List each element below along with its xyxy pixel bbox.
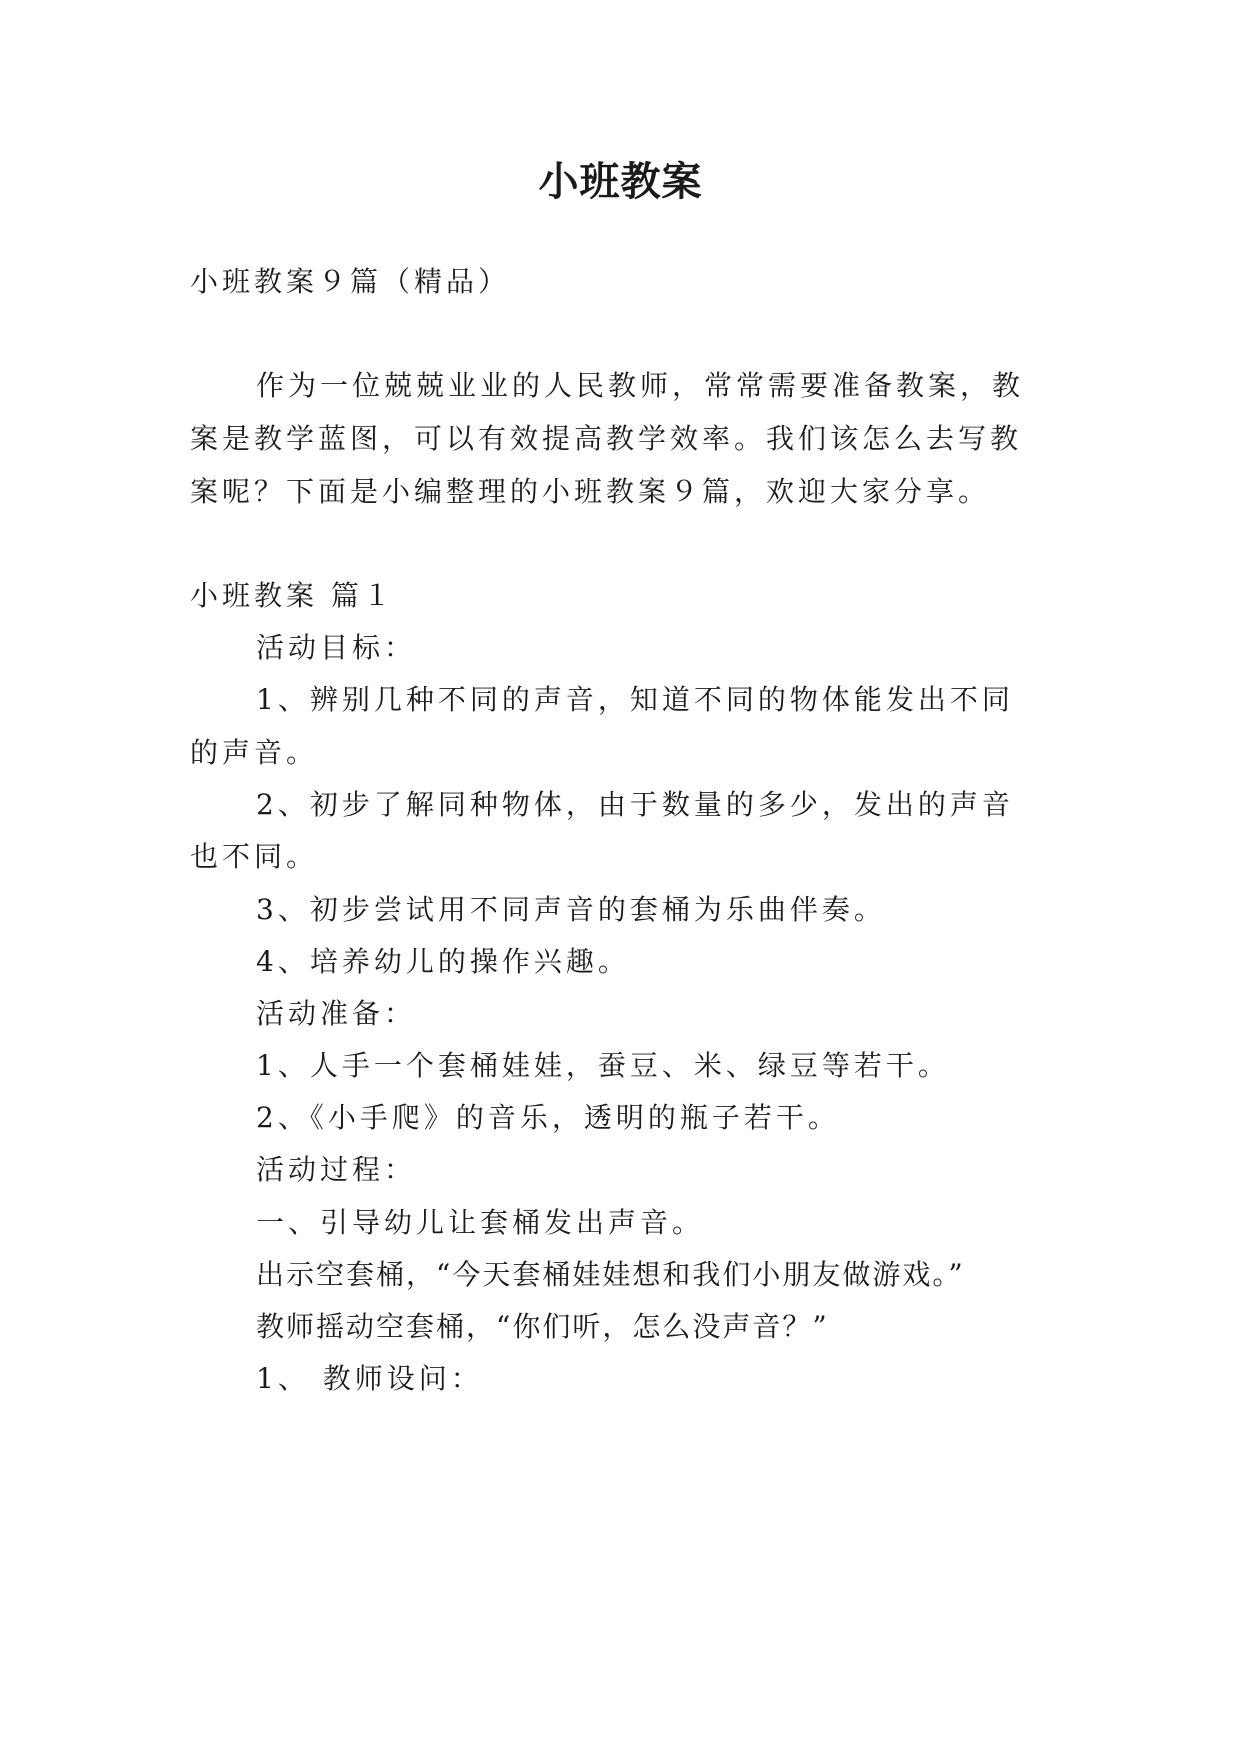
document-subtitle: 小班教案９篇（精品） [190,265,511,298]
intro-line-1: 作为一位兢兢业业的人民教师，常常需要准备教案，教 [256,369,1025,402]
page-title: 小班教案 [538,159,703,205]
goal-4: 4、培养幼儿的操作兴趣。 [256,945,630,978]
intro-line-3: 案呢？下面是小编整理的小班教案９篇，欢迎大家分享。 [190,475,991,508]
goal-2-line-1: 2、初步了解同种物体，由于数量的多少，发出的声音 [256,788,1014,821]
intro-line-2: 案是教学蓝图，可以有效提高教学效率。我们该怎么去写教 [190,422,1023,455]
goal-3: 3、初步尝试用不同声音的套桶为乐曲伴奏。 [256,893,886,926]
goals-heading: 活动目标： [256,631,417,664]
process-step-1: 一、引导幼儿让套桶发出声音。 [256,1206,705,1239]
prep-item-1: 1、人手一个套桶娃娃，蚕豆、米、绿豆等若干。 [256,1049,950,1082]
prep-heading: 活动准备： [256,997,417,1030]
process-heading: 活动过程： [256,1153,417,1186]
process-step-1-text: 出示空套桶，“今天套桶娃娃想和我们小朋友做游戏。” [256,1258,965,1291]
process-step-1-text-2: 教师摇动空套桶，“你们听，怎么没声音？” [256,1310,829,1343]
goal-2-line-2: 也不同。 [190,840,319,873]
section-heading: 小班教案 篇１ [190,579,395,612]
process-step-1-sub: 1、 教师设问： [256,1362,483,1395]
prep-item-2: 2、《小手爬》的音乐，透明的瓶子若干。 [256,1101,840,1134]
goal-1-line-2: 的声音。 [190,736,319,769]
goal-1-line-1: 1、辨别几种不同的声音，知道不同的物体能发出不同 [256,683,1014,716]
